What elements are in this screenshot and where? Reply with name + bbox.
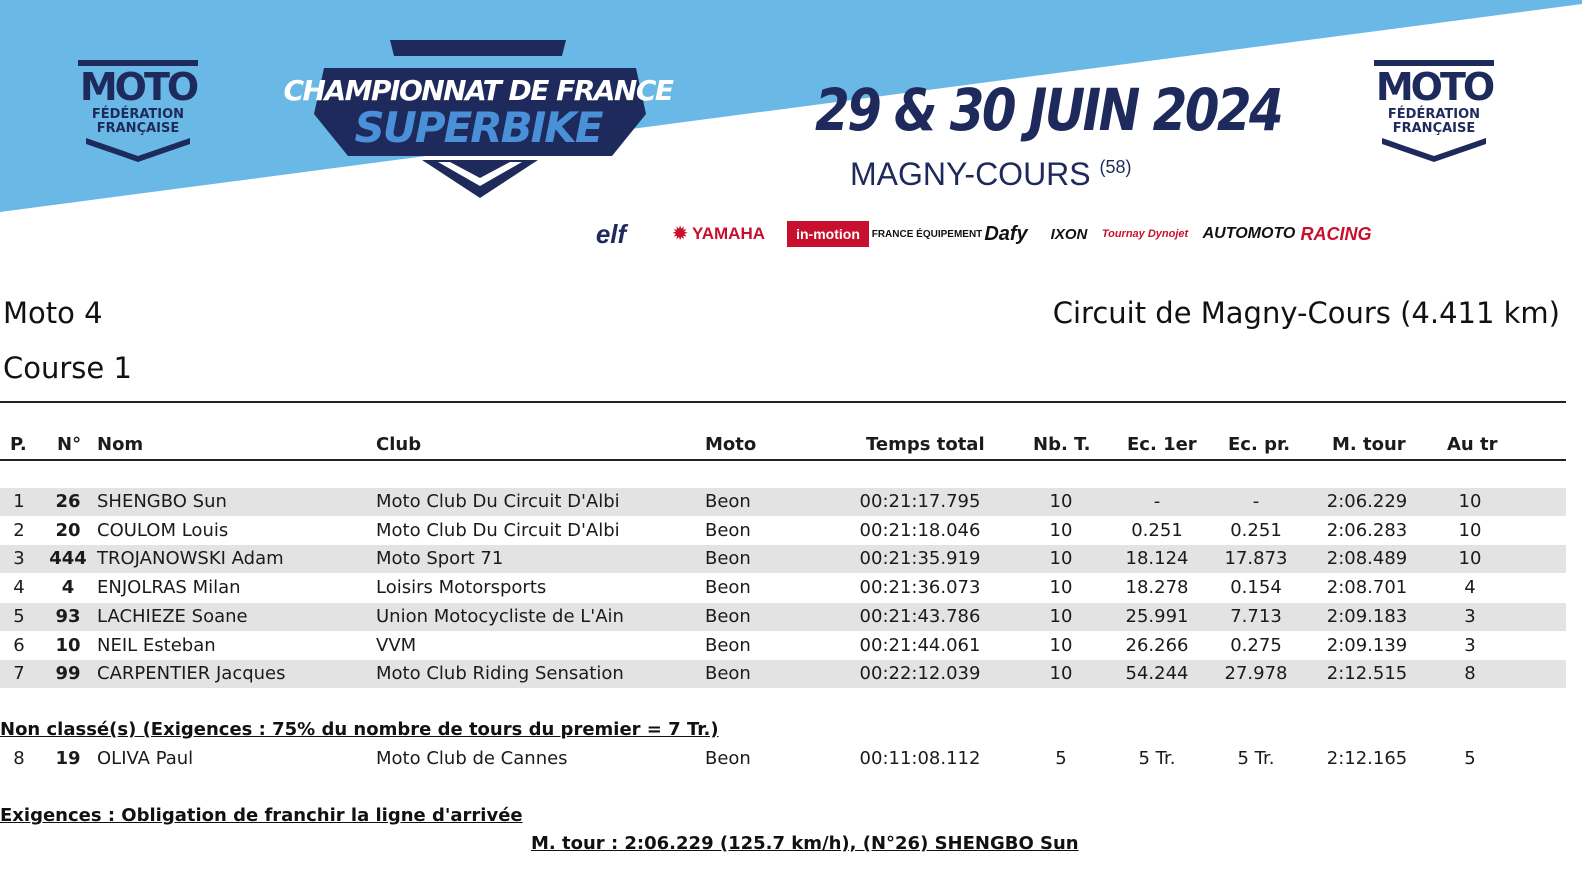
col-name: Nom [97, 434, 144, 455]
cell-club: Moto Club Riding Sensation [376, 663, 624, 685]
table-row [0, 632, 1566, 660]
cell-laps: 10 [1049, 605, 1073, 627]
cell-total-time: 00:21:44.061 [859, 634, 981, 656]
cell-position: 2 [13, 519, 25, 541]
ffm-logo-right [1364, 52, 1504, 162]
table-header-divider [0, 459, 1566, 461]
table-row [0, 488, 1566, 516]
cell-number: 93 [55, 605, 81, 627]
col-total-time: Temps total [866, 434, 985, 455]
results-table-header [0, 431, 1566, 459]
col-best-lap: M. tour [1332, 434, 1406, 455]
cell-position: 3 [13, 548, 25, 570]
cell-best-lap-no: 3 [1464, 634, 1476, 656]
cell-moto: Beon [705, 577, 751, 599]
svg-text:FÉDÉRATION: FÉDÉRATION [91, 107, 185, 122]
ffm-logo-text: MOTO [79, 65, 197, 109]
cell-number: 444 [49, 548, 87, 570]
col-gap-prev: Ec. pr. [1228, 434, 1291, 455]
cell-gap-prev: 17.873 [1224, 548, 1288, 570]
circuit-title: Circuit de Magny-Cours (4.411 km) [1052, 296, 1560, 330]
cell-position: 4 [13, 577, 25, 599]
sponsor-ixon-logo: IXON [1050, 225, 1088, 243]
svg-text:CHAMPIONNAT DE FRANCE: CHAMPIONNAT DE FRANCE [283, 74, 673, 107]
col-number: N° [57, 434, 82, 455]
cell-club: VVM [376, 634, 417, 656]
cell-total-time: 00:22:12.039 [859, 663, 981, 685]
cell-moto: Beon [705, 605, 751, 627]
cell-gap-prev: 7.713 [1230, 605, 1282, 627]
cell-laps: 10 [1049, 577, 1073, 599]
cell-gap-prev: 27.978 [1224, 663, 1288, 685]
cell-best-lap-no: 3 [1464, 605, 1476, 627]
cell-position: 1 [13, 491, 25, 512]
cell-laps: 10 [1049, 491, 1073, 512]
cell-rider-name: CARPENTIER Jacques [97, 663, 286, 685]
cell-laps: 10 [1049, 634, 1073, 656]
unclassified-title: Non classé(s) (Exigences : 75% du nombre de tours du premier = 7 Tr.) [0, 719, 719, 740]
table-row [0, 517, 1566, 545]
cell-gap-first: 18.278 [1125, 577, 1189, 599]
col-best-lap-no: Au tr [1447, 434, 1498, 455]
cell-club: Union Motocycliste de L'Ain [376, 605, 624, 627]
requirements-note: Exigences : Obligation de franchir la ligne d'arrivée [0, 805, 523, 826]
ffm-logo-left [68, 52, 208, 162]
event-date: 29 & 30 JUIN 2024 [815, 76, 1282, 144]
cell-gap-prev: 0.251 [1230, 519, 1282, 541]
cell-gap-prev: 5 Tr. [1237, 748, 1275, 769]
category-title: Moto 4 [3, 296, 103, 330]
cell-best-lap-no: 10 [1458, 519, 1482, 541]
sponsor-yamaha-logo: ✹ YAMAHA [673, 224, 766, 243]
cell-number: 99 [55, 663, 81, 685]
cell-laps: 10 [1049, 519, 1073, 541]
cell-moto: Beon [705, 491, 751, 512]
cell-gap-first: - [1153, 491, 1161, 512]
cell-position: 7 [13, 663, 25, 685]
cell-gap-prev: 0.154 [1230, 577, 1282, 599]
cell-laps: 10 [1049, 548, 1073, 570]
cell-club: Moto Sport 71 [376, 548, 504, 570]
cell-best-lap-no: 8 [1464, 663, 1476, 685]
cell-moto: Beon [705, 663, 751, 685]
cell-moto: Beon [705, 519, 751, 541]
col-position: P. [10, 434, 27, 455]
cell-rider-name: COULOM Louis [97, 519, 229, 541]
cell-moto: Beon [705, 748, 751, 769]
cell-laps: 10 [1049, 663, 1073, 685]
cell-gap-prev: - [1252, 491, 1260, 512]
cell-rider-name: ENJOLRAS Milan [97, 577, 241, 599]
sponsor-racing-logo: RACING [1300, 223, 1372, 244]
best-lap-note: M. tour : 2:06.229 (125.7 km/h), (N°26) SHENGBO Sun [531, 833, 1079, 854]
cell-club: Moto Club de Cannes [376, 748, 568, 769]
svg-text:SUPERBIKE: SUPERBIKE [354, 103, 602, 152]
svg-text:FÉDÉRATION: FÉDÉRATION [1387, 107, 1481, 122]
cell-number: 20 [55, 519, 81, 541]
cell-gap-first: 25.991 [1125, 605, 1189, 627]
svg-text:FRANÇAISE: FRANÇAISE [1392, 121, 1476, 136]
cell-number: 10 [55, 634, 81, 656]
cell-best-lap: 2:09.139 [1326, 634, 1408, 656]
cell-rider-name: SHENGBO Sun [97, 491, 227, 512]
cell-number: 26 [55, 491, 81, 512]
cell-gap-first: 26.266 [1125, 634, 1189, 656]
cell-moto: Beon [705, 634, 751, 656]
cell-best-lap: 2:12.165 [1326, 748, 1408, 769]
cell-club: Loisirs Motorsports [376, 577, 547, 599]
event-place: MAGNY-COURS $^{(58)}$ [850, 156, 1132, 192]
col-club: Club [376, 434, 422, 455]
cell-best-lap: 2:08.489 [1326, 548, 1408, 570]
cell-total-time: 00:21:35.919 [859, 548, 981, 570]
cell-best-lap: 2:06.229 [1326, 491, 1408, 512]
cell-rider-name: NEIL Esteban [97, 634, 216, 656]
cell-gap-first: 18.124 [1125, 548, 1189, 570]
sponsor-france-equipement-logo: FRANCE ÉQUIPEMENT [871, 228, 983, 240]
cell-gap-first: 0.251 [1131, 519, 1183, 541]
cell-position: 5 [13, 605, 25, 627]
sponsor-strip [575, 218, 1385, 252]
cell-club: Moto Club Du Circuit D'Albi [376, 491, 620, 512]
svg-text:MOTO: MOTO [1375, 65, 1493, 109]
cell-total-time: 00:21:17.795 [859, 491, 981, 512]
cell-total-time: 00:11:08.112 [859, 748, 981, 769]
cell-total-time: 00:21:18.046 [859, 519, 981, 541]
cell-number: 19 [55, 748, 81, 769]
col-moto: Moto [705, 434, 757, 455]
table-row [0, 545, 1566, 573]
cell-best-lap-no: 4 [1464, 577, 1476, 599]
cell-total-time: 00:21:43.786 [859, 605, 981, 627]
cell-rider-name: LACHIEZE Soane [97, 605, 248, 627]
event-banner [0, 0, 1582, 270]
svg-text:FRANÇAISE: FRANÇAISE [96, 121, 180, 136]
cell-best-lap: 2:06.283 [1326, 519, 1408, 541]
cell-gap-prev: 0.275 [1230, 634, 1282, 656]
cell-best-lap-no: 10 [1458, 548, 1482, 570]
sponsor-automoto-logo: AUTOMOTO [1202, 225, 1296, 242]
cell-gap-first: 5 Tr. [1138, 748, 1176, 769]
table-row [0, 660, 1566, 688]
sponsor-dynojet-logo: Tournay Dynojet [1101, 228, 1189, 240]
cell-position: 6 [13, 634, 25, 656]
table-row [0, 745, 1566, 773]
cell-total-time: 00:21:36.073 [859, 577, 981, 599]
cell-laps: 5 [1055, 748, 1067, 769]
sponsor-inmotion-logo: in-motion [787, 221, 869, 247]
col-laps: Nb. T. [1033, 434, 1091, 455]
cell-best-lap: 2:08.701 [1326, 577, 1408, 599]
championship-logo [283, 38, 673, 202]
cell-position: 8 [13, 748, 25, 769]
sponsor-elf-logo: elf [595, 218, 627, 249]
table-row [0, 603, 1566, 631]
cell-rider-name: OLIVA Paul [97, 748, 194, 769]
cell-moto: Beon [705, 548, 751, 570]
cell-gap-first: 54.244 [1125, 663, 1189, 685]
header-divider [0, 401, 1566, 403]
cell-best-lap-no: 10 [1458, 491, 1482, 512]
cell-number: 4 [61, 577, 75, 599]
table-row [0, 574, 1566, 602]
cell-best-lap-no: 5 [1464, 748, 1476, 769]
cell-club: Moto Club Du Circuit D'Albi [376, 519, 620, 541]
race-title: Course 1 [3, 351, 132, 385]
cell-best-lap: 2:12.515 [1326, 663, 1408, 685]
sponsor-dafy-logo: Dafy [984, 222, 1028, 245]
cell-best-lap: 2:09.183 [1326, 605, 1408, 627]
col-gap-first: Ec. 1er [1127, 434, 1197, 455]
cell-rider-name: TROJANOWSKI Adam [97, 548, 284, 570]
